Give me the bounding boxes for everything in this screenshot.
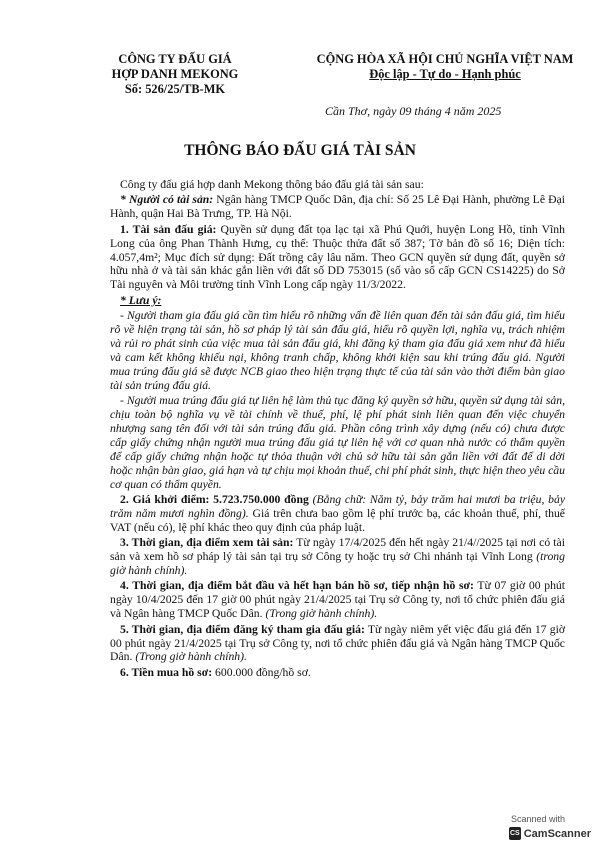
note-paragraph-1: - Người tham gia đấu giá cần tìm hiểu rõ những vấn đề liên quan đến tài sản đấu giá, tìm hiểu rõ về hiện trạng tài sản, hồ sơ pháp lý tài sản đấu giá, hiểu rõ quyền lợi, nghĩa vụ, trách nhiệm và rủi ro phát sinh của việc mua tài sản đấu giá, khi đăng ký tham gia đấu giá xem như đã hiểu và cam kết không khiếu nại, không tranh chấp, không khởi kiện sau khi trúng đấu giá. Người mua trúng đấu giá sẽ được NCB giao theo hiện trạng thực tế của tài sản vào thời điểm bàn giao tài sản trúng đấu giá. (110, 309, 565, 392)
item4-paragraph (110, 579, 565, 621)
item3-label: 3. Thời gian, địa điểm xem tài sản: (120, 536, 294, 550)
item3-italic: (trong giờ hành chính). (110, 550, 565, 577)
scanned-with-text: Scanned with (511, 814, 566, 824)
item2-paragraph (110, 493, 565, 535)
item5-italic: (Trong giờ hành chính). (135, 650, 247, 664)
national-header (300, 52, 590, 82)
note-label: * Lưu ý: (120, 293, 162, 307)
owner-label: * Người có tài sản: (120, 193, 214, 207)
item4-italic: (Trong giờ hành chính). (265, 607, 378, 621)
item2-words: (Bằng chữ: Năm tỷ, bảy trăm hai mươi ba triệu, bảy trăm năm mươi nghìn đồng). (110, 492, 566, 520)
document-date: Cần Thơ, ngày 09 tháng 4 năm 2025 (325, 104, 502, 118)
note-heading (110, 294, 565, 308)
intro-paragraph: Công ty đấu giá hợp danh Mekong thông báo đấu giá tài sản sau: (120, 178, 424, 191)
issuer-name-line1: CÔNG TY ĐẤU GIÁ (118, 52, 232, 66)
owner-paragraph (110, 193, 565, 221)
item1-label: 1. Tài sản đấu giá: (120, 222, 217, 236)
item3-paragraph (110, 536, 565, 578)
issuer-name-line2: HỢP DANH MEKONG (111, 67, 239, 81)
document-title: THÔNG BÁO ĐẤU GIÁ TÀI SẢN (184, 142, 416, 159)
item3-text: Từ ngày 17/4/2025 đến hết ngày 21/4//2025 tại nơi có tài sản và xem hồ sơ pháp lý tài sản tại trụ sở Công ty hoặc trụ sở Chi nhánh tại Vĩnh Long (110, 536, 565, 564)
item1-paragraph (110, 223, 565, 293)
camscanner-brand (509, 827, 591, 840)
document-number: Số: 526/25/TB-MK (124, 82, 226, 96)
item2-label: 2. Giá khởi điểm: 5.723.750.000 đồng (120, 492, 309, 506)
national-motto: Độc lập - Tự do - Hạnh phúc (369, 67, 521, 81)
item4-label: 4. Thời gian, địa điểm bắt đầu và hết hạn bán hồ sơ, tiếp nhận hồ sơ: (120, 579, 474, 593)
item5-paragraph (110, 623, 565, 665)
camscanner-name: CamScanner (523, 827, 591, 840)
note-paragraph-2: - Người mua trúng đấu giá tự liên hệ làm thủ tục đăng ký quyền sở hữu, quyền sử dụng tài sản, chịu toàn bộ nghĩa vụ về tài chính về thuế, phí, lệ phí phát sinh liên quan đến việc chuyển nhượng sang tên đối với tài sản trúng đấu giá. Phần công trình xây dựng (nếu có) chưa được cấp giấy chứng nhận người mua trúng đấu giá tự liên hệ với cơ quan nhà nước có thẩm quyền để cấp giấy chứng nhận hoặc tự thỏa thuận với chủ sở hữu tài sản gắn liền với đất để di dời hoặc nhận bàn giao, giá hạn và tự chịu mọi khoản thuế, chi phí phát sinh, thực hiện theo yêu cầu cơ quan có thẩm quyền. (110, 394, 565, 491)
item6-text: 600.000 đồng/hồ sơ. (212, 665, 311, 679)
item1-text: Quyền sử dụng đất tọa lạc tại xã Phú Quới, huyện Long Hồ, tỉnh Vĩnh Long của ông Phan Thành Hưng, cụ thể: Thuộc thửa đất số 387; Tờ bản đồ số 16; Diện tích: 4.057,4m²; Mục đích sử dụng: Đất trồng cây lâu năm. Theo GCN quyền sử dụng đất, quyền sở hữu nhà ở và tài sản khác gắn liền với đất số DD 753015 (số vào sổ cấp GCN CS14225) do Sở Tài nguyên và Môi trường tỉnh Vĩnh Long cấp ngày 11/3/2022. (110, 222, 565, 292)
item4-text: Từ 07 giờ 00 phút ngày 10/4/2025 đến 17 giờ 00 phút ngày 21/4/2025 tại Trụ sở Công ty, nơi tổ chức phiên đấu giá và Ngân hàng TMCP Quốc Dân. (110, 579, 566, 621)
national-title: CỘNG HÒA XÃ HỘI CHỦ NGHĨA VIỆT NAM (316, 52, 574, 66)
item5-label: 5. Thời gian, địa điểm đăng ký tham gia đấu giá: (120, 622, 365, 636)
item2-text: Giá trên chưa bao gồm lệ phí trước bạ, các khoản thuế, phí, thuế VAT (nếu có), lệ phí khác theo quy định của pháp luật. (110, 506, 565, 534)
item5-text: Từ ngày niêm yết việc đấu giá đến 17 giờ 00 phút ngày 21/4/2025 tại Trụ sở Công ty, nơi tổ chức phiên đấu giá và Ngân hàng TMCP Quốc Dân. (110, 622, 565, 664)
issuer-block (95, 52, 255, 97)
item6-paragraph (110, 666, 565, 680)
camscanner-logo-icon: CS (509, 827, 521, 840)
item6-label: 6. Tiền mua hồ sơ: (120, 665, 213, 679)
document-body (110, 178, 565, 681)
owner-text: Ngân hàng TMCP Quốc Dân, địa chỉ: Số 25 Lê Đại Hành, phường Lê Đại Hành, quận Hai Bà Trưng, TP. Hà Nội. (110, 193, 565, 221)
camscanner-watermark (509, 814, 591, 840)
